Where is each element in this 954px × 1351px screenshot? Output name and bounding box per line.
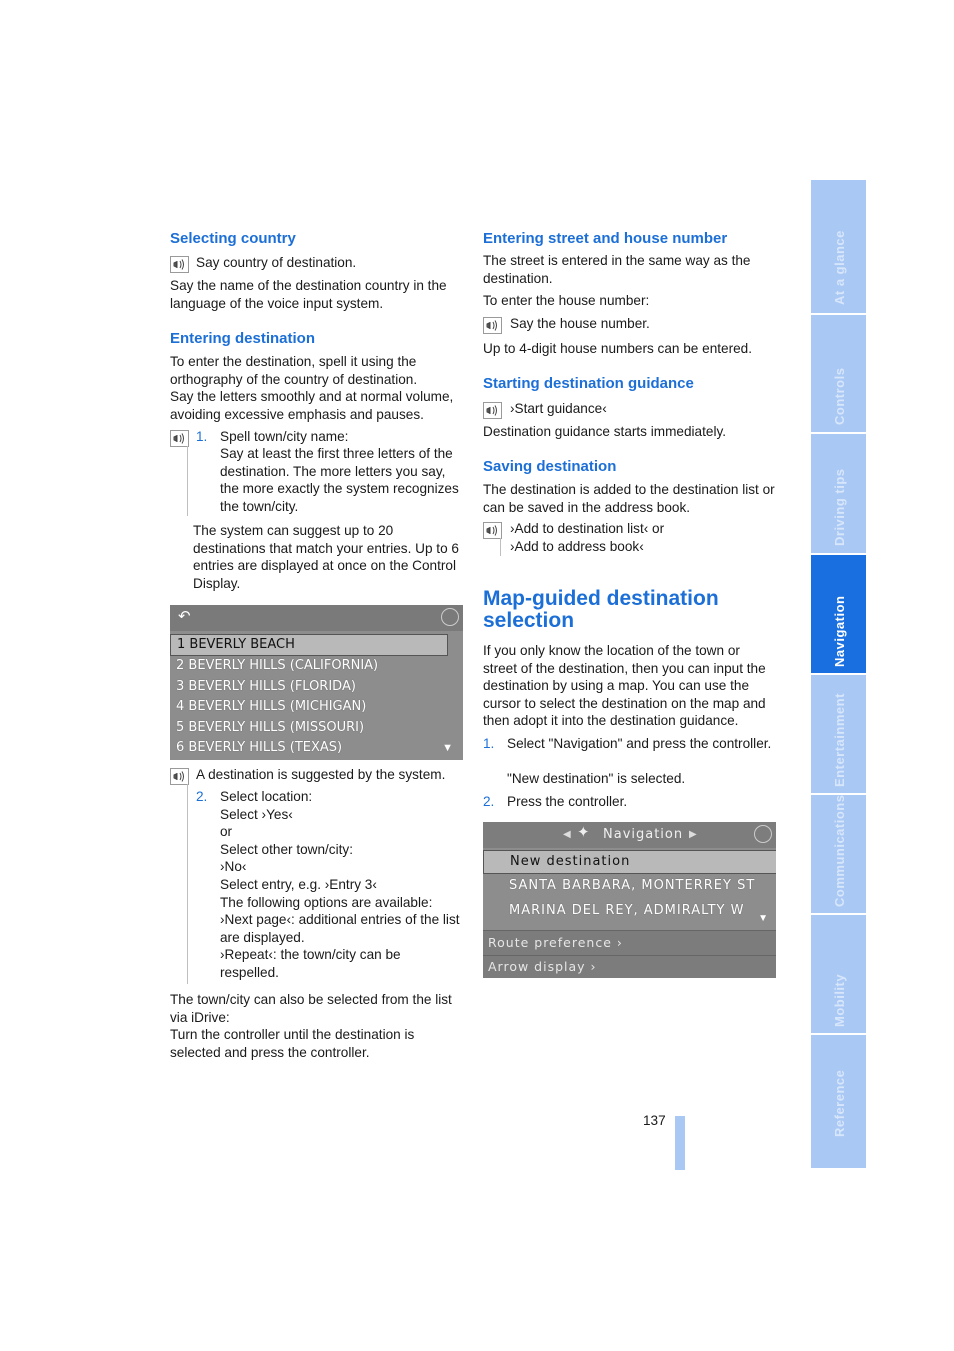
step-text: Select entry, e.g. ›Entry 3‹ (220, 876, 377, 892)
paragraph: The destination is added to the destination list or can be saved in the address book. (483, 482, 775, 515)
voice-text: ›Start guidance‹ (510, 401, 607, 416)
step-number: 2. (483, 794, 495, 809)
screen-title: Navigation (603, 827, 684, 842)
list-item-selected[interactable]: 1 BEVERLY BEACH (170, 634, 448, 656)
step-text: Select other town/city: (220, 841, 353, 857)
side-tab-driving-tips[interactable] (811, 434, 866, 553)
voice-command-icon (170, 430, 189, 447)
list-item[interactable]: 4 BEVERLY HILLS (MICHIGAN) (176, 699, 367, 714)
voice-text: ›Add to destination list‹ or (510, 521, 665, 536)
paragraph: The street is entered in the same way as the destination. (483, 253, 751, 286)
side-tab-entertainment[interactable] (811, 675, 866, 793)
voice-command-icon (170, 768, 189, 785)
heading-map-guided (483, 588, 719, 632)
step-text: ›Repeat‹: the town/city can be respelled. (220, 947, 401, 980)
paragraph: The town/city can also be selected from the list via iDrive: (170, 992, 452, 1025)
step-text: ›Next page‹: additional entries of the list are displayed. (220, 912, 460, 945)
side-tab-label: Mobility (832, 973, 847, 1027)
paragraph: The system can suggest up to 20 destinations that match your entries. Up to 6 entries are displayed at once on the Control Display. (193, 523, 459, 591)
paragraph: Up to 4-digit house numbers can be entered. (483, 341, 753, 356)
paragraph: Turn the controller until the destination is selected and press the controller. (170, 1027, 415, 1060)
scroll-down-icon[interactable]: ▼ (758, 913, 768, 924)
controller-icon (754, 825, 772, 843)
menu-item-route-preference-row[interactable] (483, 930, 776, 955)
step-text: Say at least the first three letters of the destination. The more letters you say, the more exactly the system recognizes the town/city. (220, 446, 459, 514)
side-tab-mobility[interactable] (811, 915, 866, 1033)
list-item[interactable]: 2 BEVERLY HILLS (CALIFORNIA) (176, 658, 379, 673)
voice-text: Say country of destination. (196, 255, 357, 270)
side-tab-communications[interactable] (811, 795, 866, 913)
step-text: ›No‹ (220, 859, 247, 875)
menu-item-route-preference[interactable]: Route preference › (488, 935, 623, 950)
voice-command-icon (483, 522, 502, 539)
side-tab-label: Navigation (832, 595, 847, 667)
step-text: Spell town/city name: (220, 429, 349, 444)
menu-item-arrow-display[interactable]: Arrow display › (488, 959, 597, 974)
scroll-down-icon[interactable]: ▼ (442, 742, 453, 755)
page-marker-bar (675, 1116, 685, 1170)
voice-command-icon (483, 317, 502, 334)
voice-command-icon (170, 256, 189, 273)
control-display-city-list (170, 605, 463, 760)
side-tab-label: Entertainment (832, 693, 847, 787)
control-display-navigation-menu (483, 822, 776, 978)
list-item[interactable]: 5 BEVERLY HILLS (MISSOURI) (176, 720, 365, 735)
step-text: Select ›Yes‹ (220, 806, 293, 822)
heading-selecting-country: Selecting country (170, 230, 296, 247)
voice-text: Say the house number. (510, 316, 650, 331)
controller-icon (441, 608, 459, 626)
voice-command-icon (483, 402, 502, 419)
step-number: 1. (196, 429, 208, 444)
heading-street-house-number: Entering street and house number (483, 230, 728, 247)
paragraph: Destination guidance starts immediately. (483, 424, 727, 439)
list-item[interactable]: 6 BEVERLY HILLS (TEXAS) (176, 740, 343, 755)
voice-text: ›Add to address book‹ (510, 539, 644, 554)
page-number: 137 (643, 1113, 666, 1128)
step-number: 2. (196, 789, 208, 804)
paragraph: To enter the house number: (483, 293, 650, 308)
menu-item-recent-destination[interactable]: MARINA DEL REY, ADMIRALTY W (509, 903, 745, 918)
voice-block-line (187, 784, 188, 984)
step-text: or (220, 824, 233, 840)
menu-item-arrow-display-row[interactable] (483, 955, 776, 978)
heading-saving-destination: Saving destination (483, 458, 617, 475)
voice-text: A destination is suggested by the system. (196, 767, 446, 782)
menu-item-new-destination[interactable]: New destination (483, 850, 776, 874)
paragraph: To enter the destination, spell it using the orthography of the country of destination. (170, 354, 418, 387)
screen-header (170, 605, 463, 631)
step-text: "New destination" is selected. (507, 771, 686, 786)
heading-entering-destination: Entering destination (170, 330, 316, 347)
satellite-icon: ✦ (577, 824, 590, 841)
side-tab-at-a-glance[interactable] (811, 180, 866, 313)
heading-line: Map-guided destination (483, 587, 719, 610)
list-item[interactable]: 3 BEVERLY HILLS (FLORIDA) (176, 679, 356, 694)
screen-header (483, 822, 776, 848)
side-tab-label: Communications (832, 794, 847, 907)
side-tab-label: Controls (832, 367, 847, 425)
paragraph: If you only know the location of the town or street of the destination, then you can input the destination by using a map. You can use the cursor to select the destination on the map and then adopt it into the destination guidance. (483, 643, 766, 729)
step-text: Press the controller. (507, 794, 628, 809)
voice-block-line (500, 538, 501, 556)
side-tab-navigation[interactable] (811, 555, 866, 673)
heading-start-guidance: Starting destination guidance (483, 375, 694, 392)
side-tab-label: Reference (832, 1069, 847, 1137)
heading-line: selection (483, 609, 575, 632)
step-text: The following options are available: (220, 894, 433, 910)
side-tab-label: Driving tips (832, 468, 847, 546)
side-tab-reference[interactable] (811, 1035, 866, 1168)
step-text: Select location: (220, 789, 313, 804)
side-tab-label: At a glance (832, 230, 847, 305)
side-tab-controls[interactable] (811, 315, 866, 432)
step-number: 1. (483, 736, 495, 751)
step-text: Select "Navigation" and press the controller. (507, 736, 772, 751)
back-arrow-icon[interactable]: ↶ (178, 608, 191, 625)
chevron-left-icon[interactable]: ◀ (563, 829, 571, 840)
menu-item-recent-destination[interactable]: SANTA BARBARA, MONTERREY ST (509, 878, 756, 893)
chevron-right-icon[interactable]: ▶ (689, 829, 697, 840)
paragraph: Say the letters smoothly and at normal volume, avoiding excessive emphasis and pauses. (170, 389, 454, 422)
paragraph: Say the name of the destination country in the language of the voice input system. (170, 278, 447, 311)
step-2-lines (220, 788, 462, 982)
voice-block-line (187, 446, 188, 516)
